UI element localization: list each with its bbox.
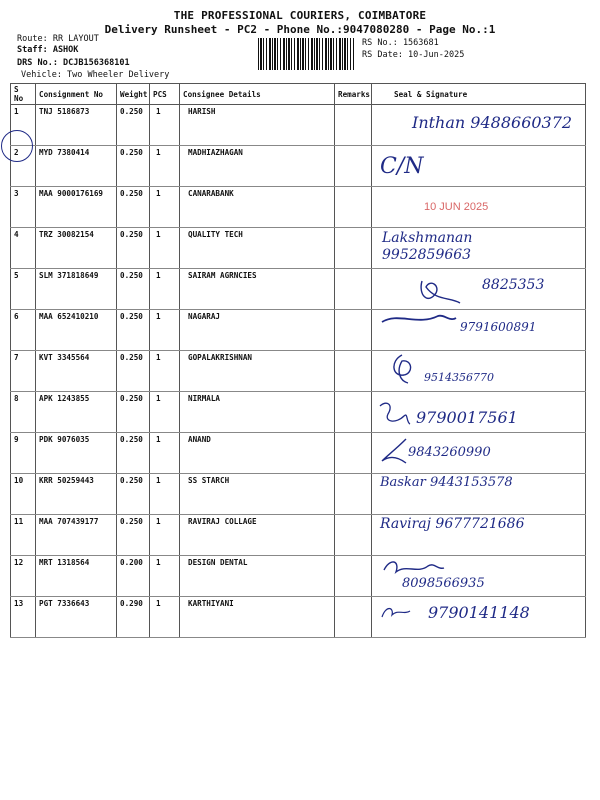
pcs-cell: 1 <box>150 474 180 515</box>
remarks-cell <box>335 269 372 310</box>
signature-cell <box>372 556 586 597</box>
remarks-cell <box>335 515 372 556</box>
handwritten-signature: 9514356770 <box>424 371 494 384</box>
table-row <box>11 146 586 187</box>
remarks-cell <box>335 556 372 597</box>
consignee-cell: HARISH <box>180 105 335 146</box>
signature-cell <box>372 228 586 269</box>
consignment-cell: TNJ 5186873 <box>36 105 117 146</box>
pcs-cell: 1 <box>150 146 180 187</box>
pcs-cell: 1 <box>150 228 180 269</box>
sno-cell: 6 <box>11 310 36 351</box>
weight-cell: 0.250 <box>117 433 150 474</box>
remarks-cell <box>335 474 372 515</box>
signature-cell <box>372 474 586 515</box>
handwritten-signature: 8825353 <box>482 277 545 293</box>
remarks-cell <box>335 433 372 474</box>
table-row <box>11 105 586 146</box>
consignee-cell: MADHIAZHAGAN <box>180 146 335 187</box>
table-row <box>11 474 586 515</box>
handwritten-signature: 9790141148 <box>428 603 530 622</box>
pcs-cell: 1 <box>150 556 180 597</box>
handwritten-signature: C/N <box>380 154 424 179</box>
remarks-cell <box>335 597 372 638</box>
consignee-cell: SS STARCH <box>180 474 335 515</box>
consignment-cell: KVT 3345564 <box>36 351 117 392</box>
pcs-cell: 1 <box>150 515 180 556</box>
signature-scribble-icon <box>376 435 412 465</box>
table-row <box>11 351 586 392</box>
column-header: S No <box>11 84 36 105</box>
handwritten-signature: 9843260990 <box>408 445 491 460</box>
runsheet-table <box>10 83 586 638</box>
sno-cell: 10 <box>11 474 36 515</box>
consignee-cell: ANAND <box>180 433 335 474</box>
signature-cell <box>372 351 586 392</box>
table-row <box>11 515 586 556</box>
consignee-cell: KARTHIYANI <box>180 597 335 638</box>
handwritten-signature: 8098566935 <box>402 576 485 591</box>
rs-number: RS No.: 1563681 <box>362 38 439 48</box>
consignment-cell: TRZ 30082154 <box>36 228 117 269</box>
signature-cell <box>372 515 586 556</box>
remarks-cell <box>335 187 372 228</box>
handwritten-signature: Lakshmanan 9952859663 <box>382 230 473 263</box>
remarks-cell <box>335 146 372 187</box>
sno-cell: 9 <box>11 433 36 474</box>
handwritten-signature: Baskar 9443153578 <box>380 475 513 490</box>
weight-cell: 0.250 <box>117 351 150 392</box>
pcs-cell: 1 <box>150 392 180 433</box>
weight-cell: 0.250 <box>117 269 150 310</box>
consignment-cell: PDK 9076035 <box>36 433 117 474</box>
pcs-cell: 1 <box>150 433 180 474</box>
barcode <box>258 38 354 70</box>
pcs-cell: 1 <box>150 269 180 310</box>
column-header: Consignment No <box>36 84 117 105</box>
handwritten-signature: Raviraj 9677721686 <box>380 516 525 532</box>
vehicle-label: Vehicle: Two Wheeler Delivery <box>21 70 170 80</box>
pcs-cell: 1 <box>150 310 180 351</box>
pcs-cell: 1 <box>150 105 180 146</box>
remarks-cell <box>335 351 372 392</box>
sno-cell: 1 <box>11 105 36 146</box>
sno-cell: 12 <box>11 556 36 597</box>
column-header: Remarks <box>335 84 372 105</box>
consignment-cell: MYD 7380414 <box>36 146 117 187</box>
sno-cell: 8 <box>11 392 36 433</box>
handwritten-signature: Inthan 9488660372 <box>412 113 573 132</box>
table-row <box>11 556 586 597</box>
sno-cell: 7 <box>11 351 36 392</box>
consignment-cell: SLM 371818649 <box>36 269 117 310</box>
consignment-cell: KRR 50259443 <box>36 474 117 515</box>
remarks-cell <box>335 228 372 269</box>
consignment-cell: MRT 1318564 <box>36 556 117 597</box>
column-header: Consignee Details <box>180 84 335 105</box>
sno-cell: 2 <box>11 146 36 187</box>
column-header: PCS <box>150 84 180 105</box>
sno-cell: 3 <box>11 187 36 228</box>
pcs-cell: 1 <box>150 597 180 638</box>
handwritten-signature: 9790017561 <box>416 408 518 427</box>
weight-cell: 0.250 <box>117 392 150 433</box>
date-stamp: 10 JUN 2025 <box>424 201 489 213</box>
weight-cell: 0.200 <box>117 556 150 597</box>
weight-cell: 0.250 <box>117 228 150 269</box>
signature-cell <box>372 187 586 228</box>
consignee-cell: NIRMALA <box>180 392 335 433</box>
weight-cell: 0.250 <box>117 146 150 187</box>
handwritten-signature: 9791600891 <box>460 320 537 334</box>
column-header: Weight <box>117 84 150 105</box>
table-header-row <box>11 84 586 105</box>
consignment-cell: PGT 7336643 <box>36 597 117 638</box>
consignee-cell: SAIRAM AGRNCIES <box>180 269 335 310</box>
table-row <box>11 433 586 474</box>
pcs-cell: 1 <box>150 187 180 228</box>
remarks-cell <box>335 310 372 351</box>
consignee-cell: GOPALAKRISHNAN <box>180 351 335 392</box>
signature-cell <box>372 310 586 351</box>
signature-scribble-icon <box>416 275 466 309</box>
consignment-cell: MAA 707439177 <box>36 515 117 556</box>
sno-cell: 13 <box>11 597 36 638</box>
page-subtitle: Delivery Runsheet - PC2 - Phone No.:9047080280 - Page No.:1 <box>104 23 496 36</box>
remarks-cell <box>335 105 372 146</box>
signature-scribble-icon <box>378 310 458 330</box>
consignee-cell: CANARABANK <box>180 187 335 228</box>
route-label: Route: RR LAYOUT <box>17 34 99 44</box>
weight-cell: 0.250 <box>117 187 150 228</box>
consignment-cell: MAA 9000176169 <box>36 187 117 228</box>
sno-cell: 4 <box>11 228 36 269</box>
table-row <box>11 310 586 351</box>
table-row <box>11 269 586 310</box>
staff-label: Staff: ASHOK <box>17 45 79 55</box>
signature-scribble-icon <box>378 601 414 625</box>
weight-cell: 0.250 <box>117 515 150 556</box>
rs-date: RS Date: 10-Jun-2025 <box>362 50 465 60</box>
consignee-cell: DESIGN DENTAL <box>180 556 335 597</box>
signature-cell <box>372 597 586 638</box>
sno-cell: 11 <box>11 515 36 556</box>
consignment-cell: MAA 652410210 <box>36 310 117 351</box>
weight-cell: 0.250 <box>117 474 150 515</box>
signature-cell <box>372 105 586 146</box>
consignee-cell: RAVIRAJ COLLAGE <box>180 515 335 556</box>
signature-cell <box>372 392 586 433</box>
consignment-cell: APK 1243855 <box>36 392 117 433</box>
consignee-cell: NAGARAJ <box>180 310 335 351</box>
signature-cell <box>372 269 586 310</box>
weight-cell: 0.250 <box>117 105 150 146</box>
remarks-cell <box>335 392 372 433</box>
signature-scribble-icon <box>386 351 420 387</box>
page-title: THE PROFESSIONAL COURIERS, COIMBATORE <box>173 9 427 22</box>
weight-cell: 0.250 <box>117 310 150 351</box>
signature-cell <box>372 146 586 187</box>
table-row <box>11 228 586 269</box>
handwritten-circle-mark <box>1 130 33 162</box>
drs-number: DRS No.: DCJB156368101 <box>17 58 130 68</box>
signature-cell <box>372 433 586 474</box>
consignee-cell: QUALITY TECH <box>180 228 335 269</box>
sno-cell: 5 <box>11 269 36 310</box>
table-row <box>11 597 586 638</box>
signature-scribble-icon <box>376 398 412 428</box>
weight-cell: 0.290 <box>117 597 150 638</box>
column-header: Seal & Signature <box>372 84 586 105</box>
pcs-cell: 1 <box>150 351 180 392</box>
table-row <box>11 187 586 228</box>
table-row <box>11 392 586 433</box>
